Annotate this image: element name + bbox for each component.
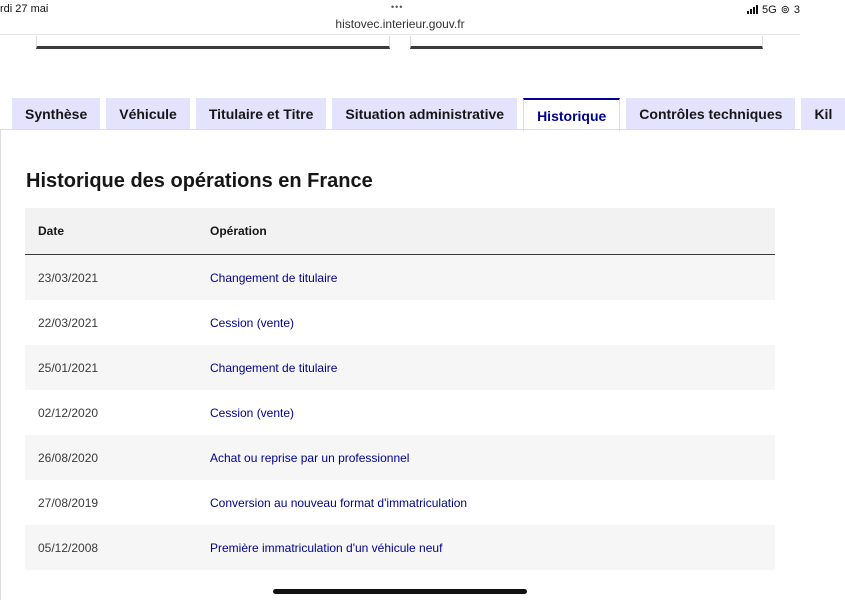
tab-situation-administrative[interactable]: Situation administrative: [332, 98, 517, 130]
header-operation: Opération: [210, 224, 267, 238]
network-label: 5G: [761, 3, 777, 16]
status-date: rdi 27 mai: [0, 3, 49, 15]
tab-historique[interactable]: Historique: [523, 98, 620, 131]
row-operation[interactable]: Changement de titulaire: [210, 270, 338, 285]
row-date: 26/08/2020: [38, 450, 99, 465]
row-date: 23/03/2021: [38, 270, 99, 285]
home-indicator[interactable]: [273, 589, 527, 594]
row-operation[interactable]: Cession (vente): [210, 315, 295, 330]
url-bar[interactable]: histovec.interieur.gouv.fr: [335, 17, 465, 31]
table-row: [25, 390, 775, 435]
table-row: [25, 300, 775, 345]
table-row: [25, 435, 775, 480]
card-right-bottom-edge: [410, 36, 763, 49]
url-bar-divider: [0, 34, 800, 35]
tab-vehicule[interactable]: Véhicule: [106, 98, 190, 130]
battery-label: 3: [793, 3, 800, 16]
tab-titulaire-et-titre[interactable]: Titulaire et Titre: [196, 98, 327, 130]
table-row: [25, 525, 775, 570]
tab-panel-border: [0, 129, 800, 130]
row-date: 27/08/2019: [38, 495, 99, 510]
table-row: [25, 480, 775, 525]
tab-panel-left-border: [0, 130, 1, 600]
table-header: [25, 208, 775, 255]
row-operation[interactable]: Achat ou reprise par un professionnel: [210, 450, 410, 465]
tab-controles-techniques[interactable]: Contrôles techniques: [626, 98, 795, 130]
tab-kilometrage[interactable]: Kil: [801, 98, 845, 130]
row-date: 25/01/2021: [38, 360, 99, 375]
signal-icon: [747, 5, 758, 14]
table-row: [25, 345, 775, 390]
table-body: [25, 255, 775, 570]
location-icon: ⊚: [780, 4, 790, 16]
row-operation[interactable]: Cession (vente): [210, 405, 295, 420]
row-operation[interactable]: Conversion au nouveau format d'immatriculation: [210, 495, 468, 510]
section-title: Historique des opérations en France: [26, 170, 373, 192]
row-operation[interactable]: Première immatriculation d'un véhicule neuf: [210, 540, 443, 555]
row-operation[interactable]: Changement de titulaire: [210, 360, 338, 375]
status-right: [747, 3, 800, 16]
tab-synthese[interactable]: Synthèse: [12, 98, 100, 130]
row-date: 02/12/2020: [38, 405, 99, 420]
row-date: 05/12/2008: [38, 540, 99, 555]
row-date: 22/03/2021: [38, 315, 99, 330]
tab-bar: [12, 98, 845, 130]
header-date: Date: [38, 224, 65, 238]
multitasking-dots-icon[interactable]: •••: [391, 2, 404, 12]
card-left-bottom-edge: [36, 36, 390, 49]
operations-table: [25, 208, 775, 570]
table-row: [25, 255, 775, 300]
